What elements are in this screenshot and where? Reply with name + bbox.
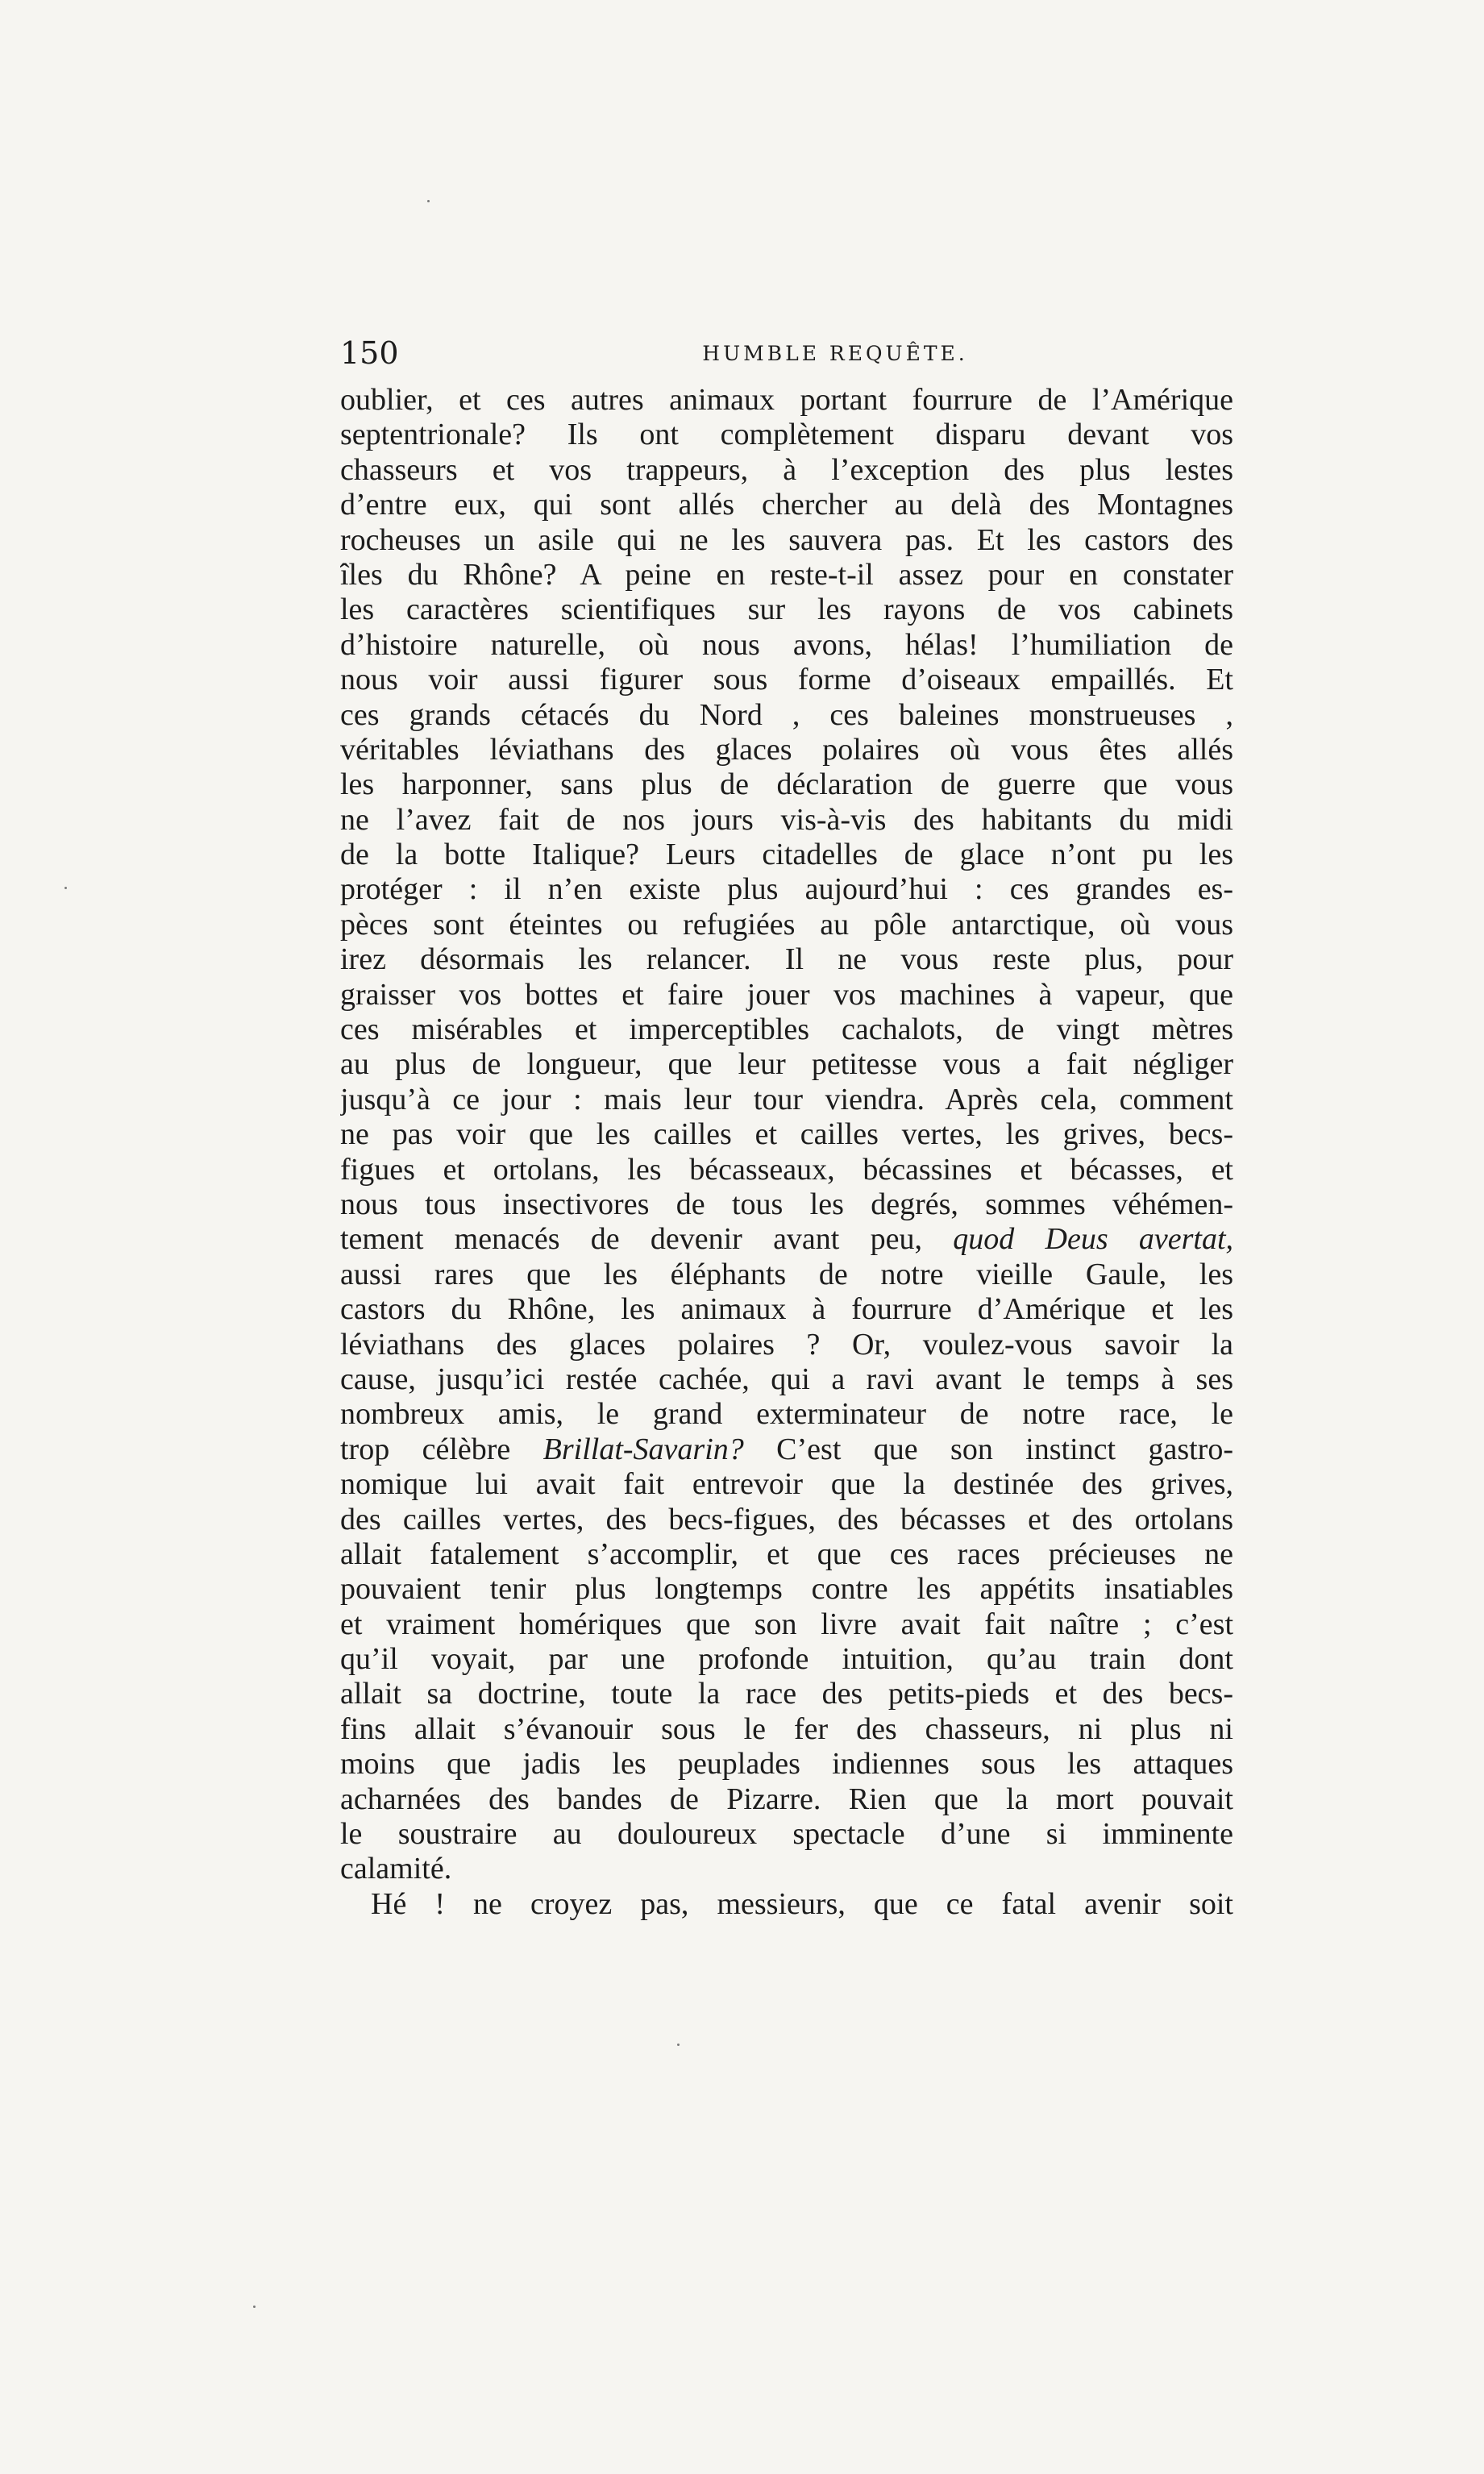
text-line: nous tous insectivores de tous les degrés, sommes véhémen- [340,1187,1233,1221]
text-line: irez désormais les relancer. Il ne vous reste plus, pour [340,942,1233,977]
text-line: nombreux amis, le grand exterminateur de notre race, le [340,1397,1233,1432]
text-line: pouvaient tenir plus longtemps contre les appétits insatiables [340,1572,1233,1607]
text-line: figues et ortolans, les bécasseaux, bécassines et bécasses, et [340,1152,1233,1187]
text-line: ne l’avez fait de nos jours vis-à-vis des habitants du midi [340,802,1233,837]
text-line-with-italic [340,1222,1233,1257]
text-line: chasseurs et vos trappeurs, à l’exception des plus lestes [340,452,1233,487]
text-line: aussi rares que les éléphants de notre vieille Gaule, les [340,1257,1233,1291]
text-line: ces misérables et imperceptibles cachalots, de vingt mètres [340,1012,1233,1047]
text-line: nous voir aussi figurer sous forme d’oiseaux empaillés. Et [340,663,1233,697]
text-line: allait fatalement s’accomplir, et que ces races précieuses ne [340,1536,1233,1571]
text-line: moins que jadis les peuplades indiennes sous les attaques [340,1747,1233,1782]
text-line-with-italic [340,1432,1233,1467]
text-line: d’histoire naturelle, où nous avons, hélas! l’humiliation de [340,627,1233,662]
text-line: calamité. [340,1852,452,1886]
text-line: qu’il voyait, par une profonde intuition, qu’au train dont [340,1642,1233,1677]
text-line: Hé ! ne croyez pas, messieurs, que ce fatal avenir soit [371,1886,1233,1921]
italic-name: Brillat-Savarin? [542,1432,744,1466]
paper-speck [677,2044,680,2046]
text-line: les caractères scientifiques sur les rayons de vos cabinets [340,593,1233,627]
text-line: d’entre eux, qui sont allés chercher au delà des Montagnes [340,488,1233,522]
text-line: au plus de longueur, que leur petitesse vous a fait négliger [340,1047,1233,1082]
text-line: ne pas voir que les cailles et cailles vertes, les grives, becs- [340,1117,1233,1152]
text-block [340,333,1233,1922]
text-line: allait sa doctrine, toute la race des petits-pieds et des becs- [340,1677,1233,1711]
text-line: véritables léviathans des glaces polaires où vous êtes allés [340,732,1233,767]
paper-speck [253,2306,256,2308]
text-line: de la botte Italique? Leurs citadelles de glace n’ont pu les [340,838,1233,872]
text-line: graisser vos bottes et faire jouer vos machines à vapeur, que [340,977,1233,1012]
text-segment: trop célèbre [340,1432,543,1466]
text-line: les harponner, sans plus de déclaration de guerre que vous [340,767,1233,802]
text-line: oublier, et ces autres animaux portant fourrure de l’Amérique [340,383,1233,417]
text-line: acharnées des bandes de Pizarre. Rien que la mort pouvait [340,1782,1233,1816]
running-title: HUMBLE REQUÊTE. [702,342,968,365]
italic-phrase: quod Deus avertat, [953,1222,1233,1257]
text-line: pèces sont éteintes ou refugiées au pôle antarctique, où vous [340,907,1233,942]
text-line: des cailles vertes, des becs-figues, des bécasses et des ortolans [340,1502,1233,1536]
text-line: îles du Rhône? A peine en reste-t-il assez pour en constater [340,557,1233,592]
text-line: jusqu’à ce jour : mais leur tour viendra. Après cela, comment [340,1082,1233,1116]
text-line: protéger : il n’en existe plus aujourd’hui : ces grandes es- [340,872,1233,907]
paper-speck [64,887,67,889]
text-line: cause, jusqu’ici restée cachée, qui a ravi avant le temps à ses [340,1362,1233,1396]
text-line: septentrionale? Ils ont complètement disparu devant vos [340,418,1233,452]
text-line: le soustraire au douloureux spectacle d’une si imminente [340,1817,1233,1852]
text-line: et vraiment homériques que son livre avait fait naître ; c’est [340,1607,1233,1641]
text-line: léviathans des glaces polaires ? Or, voulez-vous savoir la [340,1327,1233,1362]
text-segment: tement menacés de devenir avant peu, [340,1222,954,1257]
paper-speck [427,200,430,202]
text-line: ces grands cétacés du Nord , ces baleines monstrueuses , [340,697,1233,732]
page-number: 150 [340,335,399,371]
running-head [340,333,1233,383]
text-segment: C’est que son instinct gastro- [743,1432,1233,1466]
text-line: nomique lui avait fait entrevoir que la destinée des grives, [340,1467,1233,1502]
body-text [340,383,1233,1922]
text-line: rocheuses un asile qui ne les sauvera pas. Et les castors des [340,522,1233,557]
text-line: castors du Rhône, les animaux à fourrure d’Amérique et les [340,1292,1233,1327]
text-line: fins allait s’évanouir sous le fer des chasseurs, ni plus ni [340,1711,1233,1746]
